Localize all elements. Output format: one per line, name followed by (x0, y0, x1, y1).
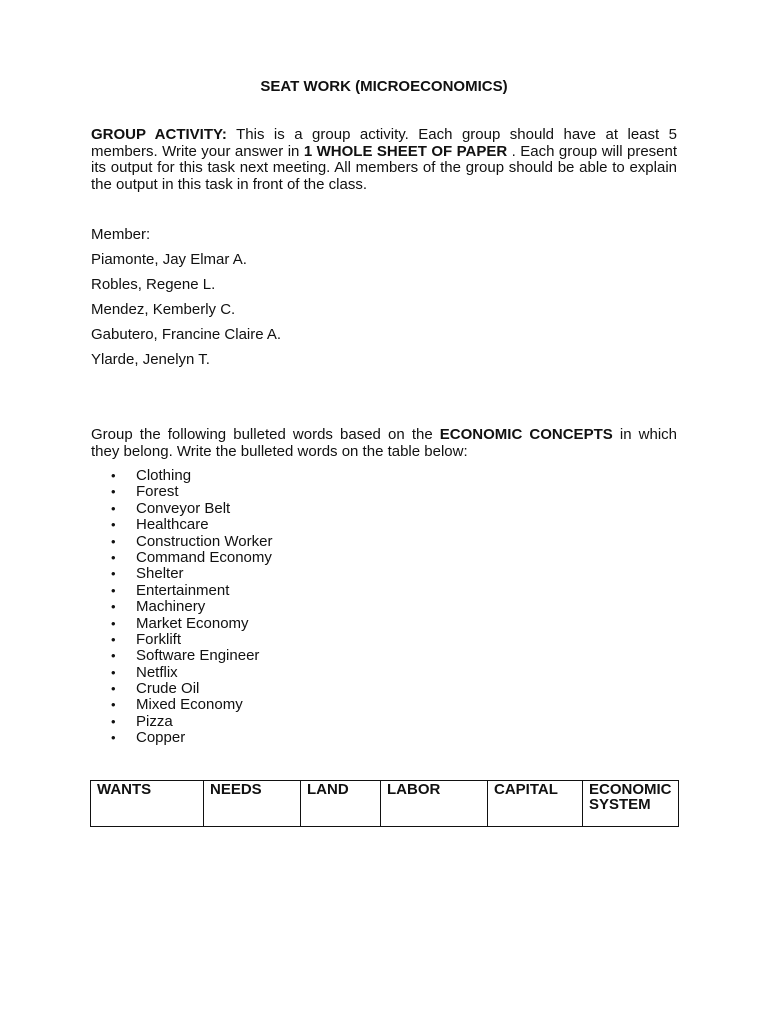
list-item (111, 665, 272, 681)
list-item-text: Netflix (136, 663, 178, 681)
list-item-text: Conveyor Belt (136, 499, 231, 517)
member-name: Robles, Regene L. (91, 276, 216, 293)
bulleted-words-list (111, 468, 272, 747)
bullet-icon: • (111, 533, 116, 549)
group-activity-text-1: This is a group activity. Each group should have at least 5 members. Write your answer in (91, 126, 678, 160)
list-item (111, 583, 272, 599)
column-header-needs: NEEDS (204, 781, 301, 827)
instructions-paragraph (91, 427, 677, 460)
group-activity-text-2: . Each group will present its output for this task next meeting. All members of the group should be able to explain the output in this task in front of the class. (91, 142, 678, 193)
list-item (111, 566, 272, 582)
column-header-economic-system: ECONOMIC SYSTEM (583, 781, 679, 827)
list-item (111, 501, 272, 517)
list-item (111, 697, 272, 713)
list-item-text: Entertainment (136, 581, 230, 599)
list-item-text: Market Economy (136, 614, 249, 632)
list-item (111, 599, 272, 615)
member-name: Gabutero, Francine Claire A. (91, 326, 282, 343)
member-name: Mendez, Kemberly C. (91, 301, 236, 318)
bullet-icon: • (111, 615, 116, 631)
member-name: Ylarde, Jenelyn T. (91, 351, 210, 368)
instructions-text-1: Group the following bulleted words based on the (91, 426, 440, 443)
list-item (111, 648, 272, 664)
bullet-icon: • (111, 582, 116, 598)
list-item-text: Healthcare (136, 516, 209, 534)
members-label: Member: (91, 226, 151, 243)
bullet-icon: • (111, 517, 116, 533)
table-header-row (91, 781, 679, 827)
list-item (111, 714, 272, 730)
column-header-land: LAND (301, 781, 381, 827)
list-item-text: Copper (136, 729, 186, 747)
column-header-wants: WANTS (91, 781, 204, 827)
list-item-text: Forklift (136, 630, 181, 648)
list-item-text: Construction Worker (136, 532, 273, 550)
bullet-icon: • (111, 664, 116, 680)
list-item (111, 484, 272, 500)
instructions-emphasis: ECONOMIC CONCEPTS (439, 426, 613, 443)
group-activity-paragraph (91, 127, 677, 193)
list-item-text: Machinery (136, 598, 206, 616)
member-name: Piamonte, Jay Elmar A. (91, 251, 247, 268)
bullet-icon: • (111, 500, 116, 516)
column-header-labor: LABOR (381, 781, 488, 827)
economic-concepts-table (90, 780, 679, 827)
members-list (91, 227, 491, 377)
bullet-icon: • (111, 549, 116, 565)
list-item-text: Command Economy (136, 548, 272, 566)
list-item (111, 468, 272, 484)
list-item-text: Clothing (136, 467, 192, 484)
list-item (111, 616, 272, 632)
bullet-icon: • (111, 631, 116, 647)
bullet-icon: • (111, 648, 116, 664)
bullet-icon: • (111, 713, 116, 729)
list-item (111, 517, 272, 533)
list-item-text: Forest (136, 483, 179, 501)
bullet-icon: • (111, 468, 116, 483)
list-item (111, 534, 272, 550)
list-item (111, 730, 272, 746)
group-activity-label: GROUP ACTIVITY: (91, 126, 227, 143)
bullet-icon: • (111, 681, 116, 697)
list-item-text: Mixed Economy (136, 696, 243, 714)
list-item (111, 550, 272, 566)
list-item (111, 632, 272, 648)
bullet-icon: • (111, 484, 116, 500)
list-item-text: Shelter (136, 565, 184, 583)
bullet-icon: • (111, 599, 116, 615)
column-header-capital: CAPITAL (488, 781, 583, 827)
page-title: SEAT WORK (MICROECONOMICS) (260, 78, 508, 95)
instructions-text-2: in which they belong. Write the bulleted words on the table below: (91, 426, 678, 460)
list-item-text: Software Engineer (136, 647, 260, 665)
list-item-text: Crude Oil (136, 680, 200, 698)
group-activity-emphasis: 1 WHOLE SHEET OF PAPER (303, 142, 508, 160)
bullet-icon: • (111, 730, 116, 746)
list-item-text: Pizza (136, 712, 173, 730)
bullet-icon: • (111, 697, 116, 713)
list-item (111, 681, 272, 697)
bullet-icon: • (111, 566, 116, 582)
